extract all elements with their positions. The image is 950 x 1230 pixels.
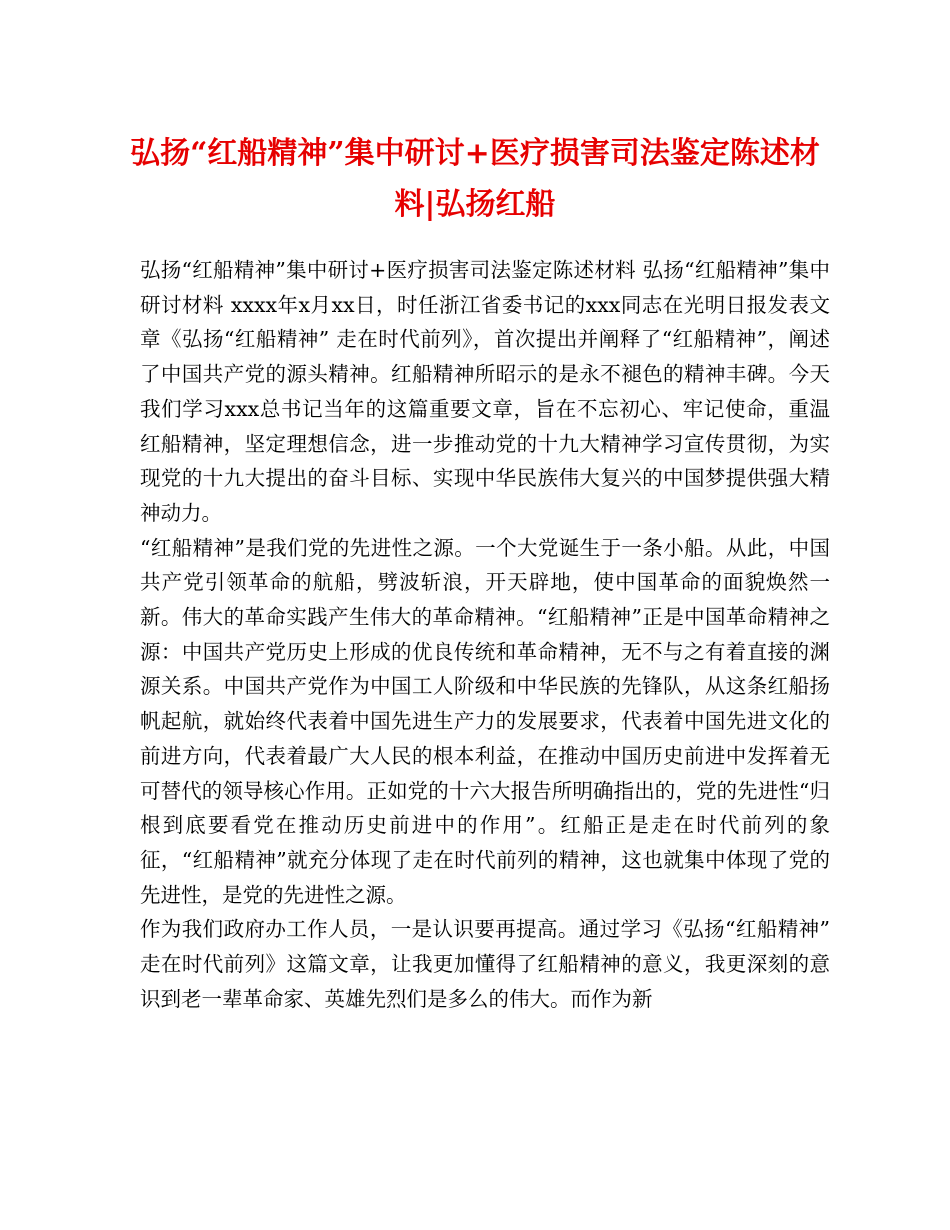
paragraph: “红船精神”是我们党的先进性之源。一个大党诞生于一条小船。从此，中国共产党引领革命的航船，劈波斩浪，开天辟地，使中国革命的面貌焕然一新。伟大的革命实践产生伟大的革命精神。“红船精神”正是中国革命精神之源：中国共产党历史上形成的优良传统和革命精神，无不与之有着直接的渊源关系。中国共产党作为中国工人阶级和中华民族的先锋队，从这条红船扬帆起航，就始终代表着中国先进生产力的发展要求，代表着中国先进文化的前进方向，代表着最广大人民的根本利益，在推动中国历史前进中发挥着无可替代的领导核心作用。正如党的十六大报告所明确指出的，党的先进性“归根到底要看党在推动历史前进中的作用”。红船正是走在时代前列的象征，“红船精神”就充分体现了走在时代前列的精神，这也就集中体现了党的先进性，是党的先进性之源。: [140, 535, 830, 907]
document-title: 弘扬“红船精神”集中研讨+医疗损害司法鉴定陈述材料|弘扬红船: [130, 136, 820, 222]
paragraph: 作为我们政府办工作人员，一是认识要再提高。通过学习《弘扬“红船精神” 走在时代前列》这篇文章，让我更加懂得了红船精神的意义，我更深刻的意识到老一辈革命家、英雄先烈们是多么的伟大。而作为新: [140, 917, 830, 1011]
paragraph: 弘扬“红船精神”集中研讨+医疗损害司法鉴定陈述材料 弘扬“红船精神”集中研讨材料 xxxx年x月xx日，时任浙江省委书记的xxx同志在光明日报发表文章《弘扬“红船精神” 走在时代前列》，首次提出并阐释了“红船精神”，阐述了中国共产党的源头精神。红船精神所昭示的是永不褪色的精神丰碑。今天我们学习xxx总书记当年的这篇重要文章，旨在不忘初心、牢记使命，重温红船精神，坚定理想信念，进一步推动党的十九大精神学习宣传贯彻，为实现党的十九大提出的奋斗目标、实现中华民族伟大复兴的中国梦提供强大精神动力。: [140, 258, 830, 525]
document-body: [140, 253, 830, 1016]
